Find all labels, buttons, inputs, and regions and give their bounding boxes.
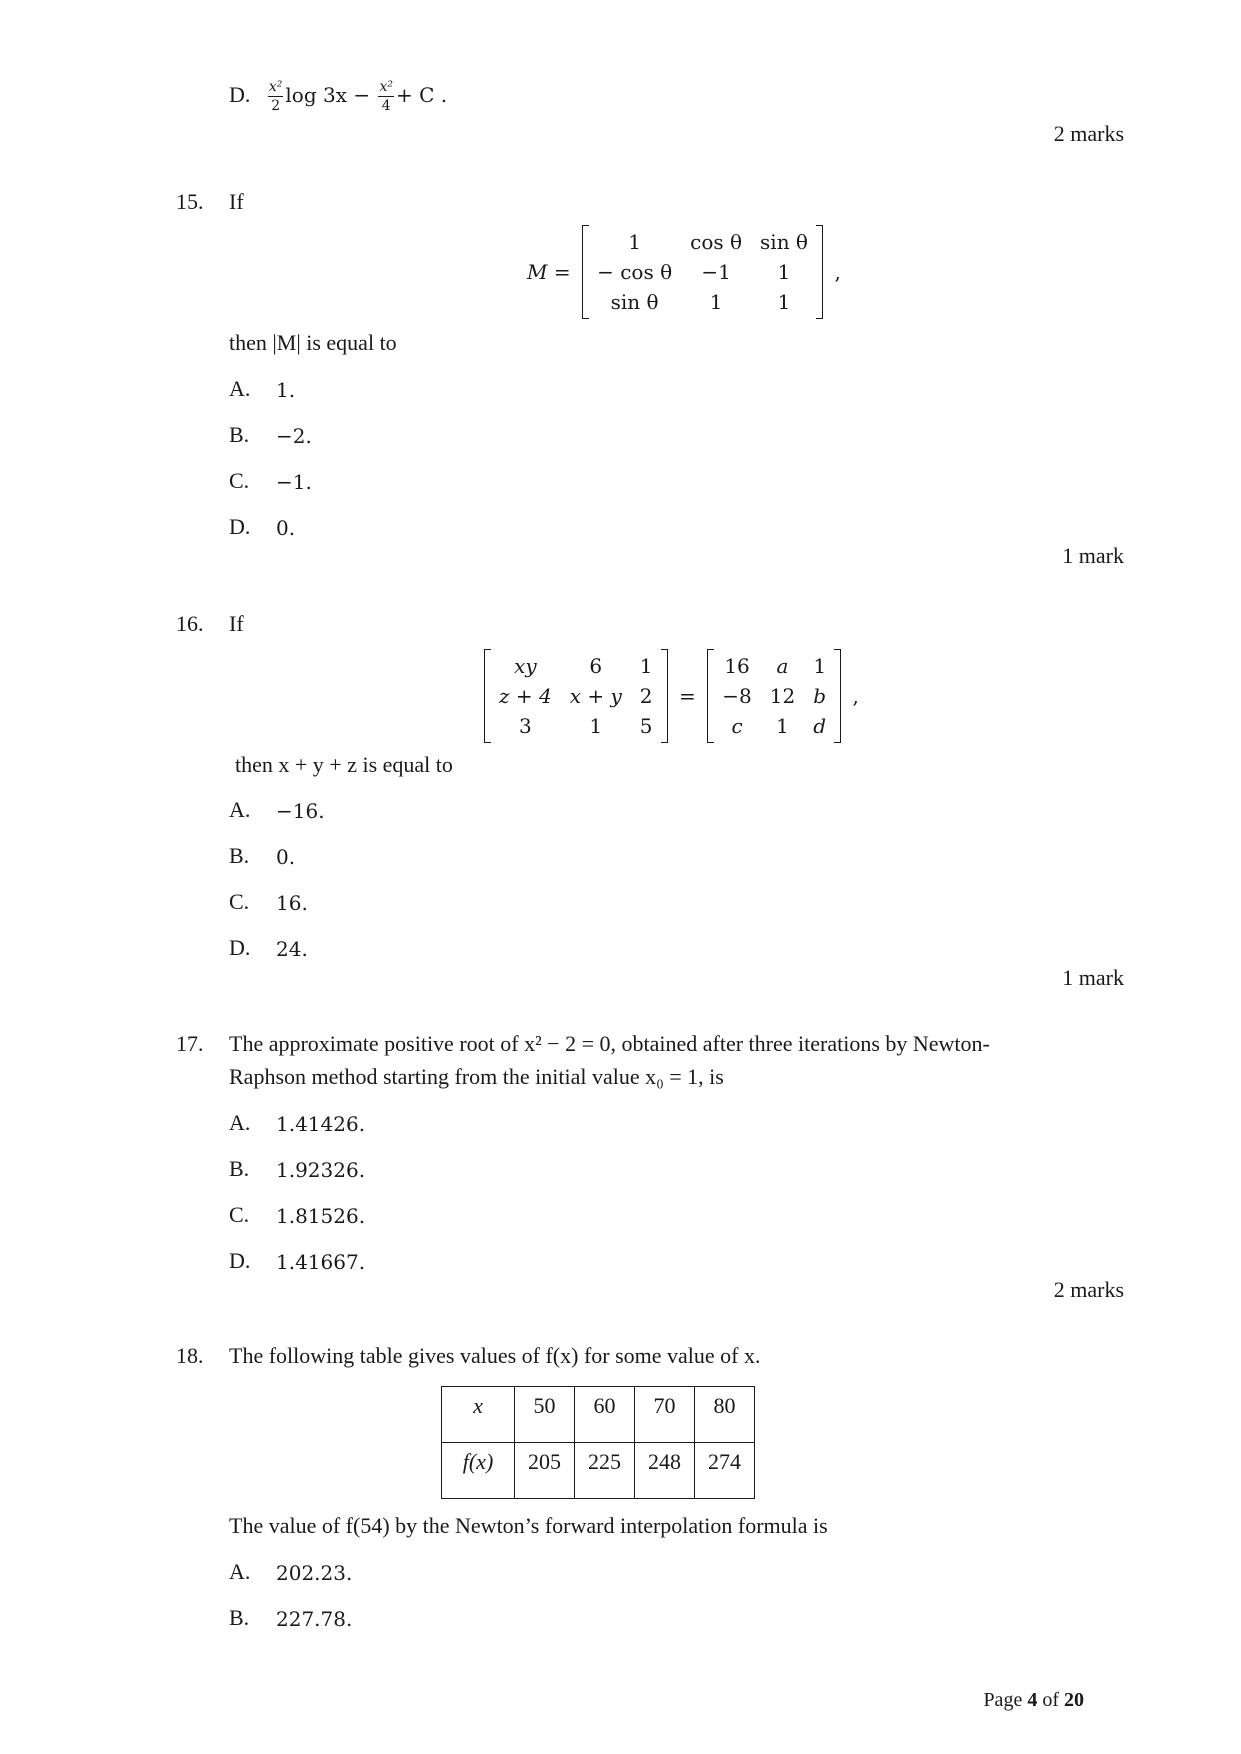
fraction-denominator: 4 xyxy=(381,98,391,114)
matrix-m xyxy=(582,225,823,319)
option-label: A. xyxy=(229,797,251,822)
option-value: −1. xyxy=(276,470,312,494)
matrix-cell: − cos θ xyxy=(597,260,673,284)
fraction xyxy=(268,80,284,113)
table-cell: 70 xyxy=(635,1387,695,1443)
q17-number: 17. xyxy=(176,1031,204,1056)
matrix-cell: a xyxy=(776,654,789,678)
matrix-right xyxy=(707,649,841,743)
fraction-denominator: 2 xyxy=(271,98,281,114)
option-label: D. xyxy=(229,935,251,960)
q16-number: 16. xyxy=(176,611,204,636)
option-label: D. xyxy=(229,514,251,539)
matrix-cell: sin θ xyxy=(610,290,659,314)
matrix-cell: z + 4 xyxy=(499,684,552,708)
footer-of: of xyxy=(1042,1689,1059,1711)
option-label: C. xyxy=(229,1202,250,1227)
table-cell: 60 xyxy=(575,1387,635,1443)
matrix-cell: d xyxy=(813,714,827,738)
option-value: −16. xyxy=(276,799,325,823)
option-value: 227.78. xyxy=(276,1607,353,1631)
matrix-cell: c xyxy=(731,714,743,738)
matrix-cell: 6 xyxy=(589,654,603,678)
q16-prompt: then x + y + z is equal to xyxy=(235,752,453,777)
matrix-cell: sin θ xyxy=(760,230,808,254)
matrix-cell: 5 xyxy=(639,714,653,738)
table-row xyxy=(442,1387,755,1443)
equation-trail: , xyxy=(834,260,841,284)
matrix-cell: 1 xyxy=(589,714,603,738)
q17-line2: Raphson method starting from the initial value x₀ = 1, is xyxy=(229,1064,724,1089)
matrix-cell: −1 xyxy=(701,260,731,284)
expression-tail: + C . xyxy=(396,83,448,107)
option-value: 202.23. xyxy=(276,1561,353,1585)
matrix-left xyxy=(484,649,668,743)
fraction-numerator: x² xyxy=(268,79,283,95)
q16-marks: 1 mark xyxy=(1062,965,1124,990)
matrix-cell: x + y xyxy=(569,684,622,708)
matrix-cell: 12 xyxy=(769,684,796,708)
option-label: C. xyxy=(229,468,250,493)
q15-marks: 1 mark xyxy=(1062,543,1124,568)
option-label: C. xyxy=(229,889,250,914)
page-total: 20 xyxy=(1064,1689,1084,1711)
q17-line1: The approximate positive root of x² − 2 = 0, obtained after three iterations by Newton- xyxy=(229,1031,990,1056)
option-value: 0. xyxy=(276,845,296,869)
matrix-cell: 2 xyxy=(639,684,653,708)
option-label: B. xyxy=(229,422,250,447)
option-value: 1. xyxy=(276,378,296,402)
page-number: 4 xyxy=(1027,1689,1038,1711)
table-cell: 274 xyxy=(695,1443,755,1499)
matrix-cell: 1 xyxy=(777,290,791,314)
option-label: A. xyxy=(229,1559,251,1584)
q18-number: 18. xyxy=(176,1343,204,1368)
q14-marks: 2 marks xyxy=(1053,121,1124,146)
matrix-cell: 1 xyxy=(639,654,653,678)
q16-intro: If xyxy=(229,611,244,636)
equals-sign: = xyxy=(679,684,696,708)
option-value: 1.92326. xyxy=(276,1158,366,1182)
table-cell: 50 xyxy=(515,1387,575,1443)
q18-data-table xyxy=(441,1386,755,1499)
option-value: 1.81526. xyxy=(276,1204,366,1228)
matrix-cell: 3 xyxy=(519,714,532,738)
page-footer xyxy=(983,1689,1084,1712)
option-value: 16. xyxy=(276,891,308,915)
matrix-cell: xy xyxy=(514,654,537,678)
option-label: B. xyxy=(229,843,250,868)
matrix-cell: b xyxy=(813,684,827,708)
option-label: B. xyxy=(229,1605,250,1630)
matrix-cell: 1 xyxy=(628,230,641,254)
option-value: 0. xyxy=(276,516,296,540)
matrix-cell: 16 xyxy=(724,654,750,678)
q17-marks: 2 marks xyxy=(1053,1277,1124,1302)
option-label: D. xyxy=(229,82,251,107)
matrix-lhs: M = xyxy=(527,260,571,284)
q14-option-d xyxy=(229,80,447,113)
table-cell: 80 xyxy=(695,1387,755,1443)
table-cell: 205 xyxy=(515,1443,575,1499)
matrix-cell: 1 xyxy=(709,290,723,314)
q15-number: 15. xyxy=(176,189,204,214)
table-cell: 225 xyxy=(575,1443,635,1499)
q16-equation xyxy=(484,649,865,743)
q18-prompt: The value of f(54) by the Newton’s forward interpolation formula is xyxy=(229,1513,828,1538)
option-label: D. xyxy=(229,1248,251,1273)
q18-line1: The following table gives values of f(x) for some value of x. xyxy=(229,1343,761,1368)
matrix-cell: 1 xyxy=(776,714,789,738)
table-cell: 248 xyxy=(635,1443,695,1499)
option-value: 1.41426. xyxy=(276,1112,366,1136)
matrix-cell: 1 xyxy=(777,260,791,284)
q15-prompt: then |M| is equal to xyxy=(229,330,397,355)
q15-equation xyxy=(521,225,847,319)
fraction xyxy=(378,80,394,113)
option-value: 1.41667. xyxy=(276,1250,366,1274)
option-value: −2. xyxy=(276,424,312,448)
footer-prefix: Page xyxy=(983,1689,1023,1711)
option-label: A. xyxy=(229,376,251,401)
table-header-cell: x xyxy=(442,1387,515,1443)
matrix-cell: −8 xyxy=(722,684,752,708)
table-row xyxy=(442,1443,755,1499)
q15-intro: If xyxy=(229,189,244,214)
option-label: A. xyxy=(229,1110,251,1135)
matrix-cell: 1 xyxy=(813,654,827,678)
equation-trail: , xyxy=(852,684,859,708)
table-header-cell: f(x) xyxy=(442,1443,515,1499)
matrix-cell: cos θ xyxy=(690,230,743,254)
option-label: B. xyxy=(229,1156,250,1181)
fraction-numerator: x² xyxy=(379,79,393,95)
option-value xyxy=(266,79,448,114)
expression-middle: log 3x − xyxy=(285,83,371,107)
option-value: 24. xyxy=(276,937,308,961)
